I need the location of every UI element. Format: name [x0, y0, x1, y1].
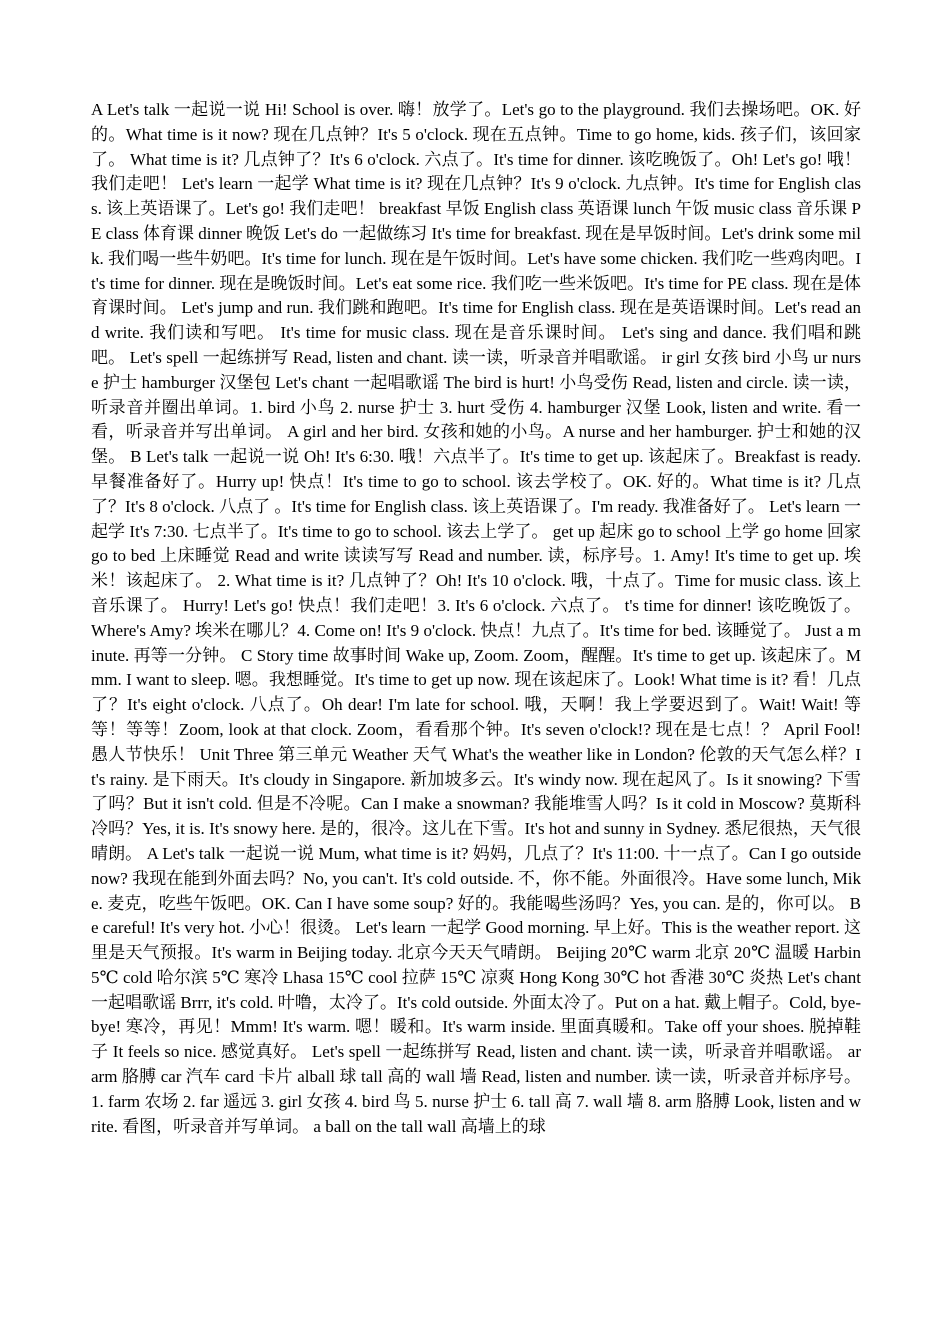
document-page	[91, 98, 861, 1298]
document-body-text: A Let's talk 一起说一说 Hi! School is over. 嗨！放学了。Let's go to the playground. 我们去操场吧。OK. 好的。What time is it now? 现在几点钟？It's 5 o'clock. 现在五点钟。Time to go home, kids. 孩子们，该回家了。 What time is it? 几点钟了？It's 6 o'clock. 六点了。It's time for dinner. 该吃晚饭了。Oh! Let's go! 哦！我们走吧！ Let's learn 一起学 What time is it? 现在几点钟？It's 9 o'clock. 九点钟。It's time for English class. 该上英语课了。Let's go! 我们走吧！ breakfast 早饭 English class 英语课 lunch 午饭 music class 音乐课 PE class 体育课 dinner 晚饭 Let's do 一起做练习 It's time for breakfast. 现在是早饭时间。Let's drink some milk. 我们喝一些牛奶吧。It's time for lunch. 现在是午饭时间。Let's have some chicken. 我们吃一些鸡肉吧。It's time for dinner. 现在是晚饭时间。Let's eat some rice. 我们吃一些米饭吧。It's time for PE class. 现在是体育课时间。 Let's jump and run. 我们跳和跑吧。It's time for English class. 现在是英语课时间。Let's read and write. 我们读和写吧。 It's time for music class. 现在是音乐课时间。 Let's sing and dance. 我们唱和跳吧。 Let's spell 一起练拼写 Read, listen and chant. 读一读，听录音并唱歌谣。 ir girl 女孩 bird 小鸟 ur nurse 护士 hamburger 汉堡包 Let's chant 一起唱歌谣 The bird is hurt! 小鸟受伤 Read, listen and circle. 读一读，听录音并圈出单词。1. bird 小鸟 2. nurse 护士 3. hurt 受伤 4. hamburger 汉堡 Look, listen and write. 看一看，听录音并写出单词。 A girl and her bird. 女孩和她的小鸟。A nurse and her hamburger. 护士和她的汉堡。 B Let's talk 一起说一说 Oh! It's 6:30. 哦！六点半了。It's time to get up. 该起床了。Breakfast is ready. 早餐准备好了。Hurry up! 快点！It's time to go to school. 该去学校了。OK. 好的。What time is it? 几点了？It's 8 o'clock. 八点了 。It's time for English class. 该上英语课了。I'm ready. 我准备好了。 Let's learn 一起学 It's 7:30. 七点半了。It's time to go to school. 该去上学了。 get up 起床 go to school 上学 go home 回家 go to bed 上床睡觉 Read and write 读读写写 Read and number. 读，标序号。1. Amy! It's time to get up. 埃米！该起床了。 2. What time is it? 几点钟了？Oh! It's 10 o'clock. 哦，十点了。Time for music class. 该上音乐课了。 Hurry! Let's go! 快点！我们走吧！3. It's 6 o'clock. 六点了。 t's time for dinner! 该吃晚饭了。 Where's Amy? 埃米在哪儿？4. Come on! It's 9 o'clock. 快点！九点了。It's time for bed. 该睡觉了。 Just a minute. 再等一分钟。 C Story time 故事时间 Wake up, Zoom. Zoom，醒醒。It's time to get up. 该起床了。Mmm. I want to sleep. 嗯。我想睡觉。It's time to get up now. 现在该起床了。Look! What time is it? 看！几点了？It's eight o'clock. 八点了。Oh dear! I'm late for school. 哦，天啊！我上学要迟到了。Wait! Wait! 等等！等等！Zoom, look at that clock. Zoom，看看那个钟。It's seven o'clock!? 现在是七点！？ April Fool! 愚人节快乐！ Unit Three 第三单元 Weather 天气 What's the weather like in London? 伦敦的天气怎么样？It's rainy. 是下雨天。It's cloudy in Singapore. 新加坡多云。It's windy now. 现在起风了。Is it snowing? 下雪了吗？But it isn't cold. 但是不冷呢。Can I make a snowman? 我能堆雪人吗？Is it cold in Moscow? 莫斯科冷吗？Yes, it is. It's snowy here. 是的，很冷。这儿在下雪。It's hot and sunny in Sydney. 悉尼很热，天气很晴朗。 A Let's talk 一起说一说 Mum, what time is it? 妈妈，几点了？It's 11:00. 十一点了。Can I go outside now? 我现在能到外面去吗？No, you can't. It's cold outside. 不，你不能。外面很冷。Have some lunch, Mike. 麦克，吃些午饭吧。OK. Can I have some soup? 好的。我能喝些汤吗？Yes, you can. 是的，你可以。 Be careful! It's very hot. 小心！很烫。 Let's learn 一起学 Good morning. 早上好。This is the weather report. 这里是天气预报。It's warm in Beijing today. 北京今天天气晴朗。 Beijing 20℃ warm 北京 20℃ 温暖 Harbin 5℃ cold 哈尔滨 5℃ 寒冷 Lhasa 15℃ cool 拉萨 15℃ 凉爽 Hong Kong 30℃ hot 香港 30℃ 炎热 Let's chant 一起唱歌谣 Brrr, it's cold. 叶噜，太冷了。It's cold outside. 外面太冷了。Put on a hat. 戴上帽子。Cold, bye-bye! 寒冷，再见！Mmm! It's warm. 嗯！暖和。It's warm inside. 里面真暖和。Take off your shoes. 脱掉鞋子 It feels so nice. 感觉真好。 Let's spell 一起练拼写 Read, listen and chant. 读一读，听录音并唱歌谣。 ar arm 胳膊 car 汽车 card 卡片 alball 球 tall 高的 wall 墙 Read, listen and number. 读一读，听录音并标序号。1. farm 农场 2. far 遥远 3. girl 女孩 4. bird 鸟 5. nurse 护士 6. tall 高 7. wall 墙 8. arm 胳膊 Look, listen and write. 看图，听录音并写单词。 a ball on the tall wall 高墙上的球	[91, 100, 861, 1136]
